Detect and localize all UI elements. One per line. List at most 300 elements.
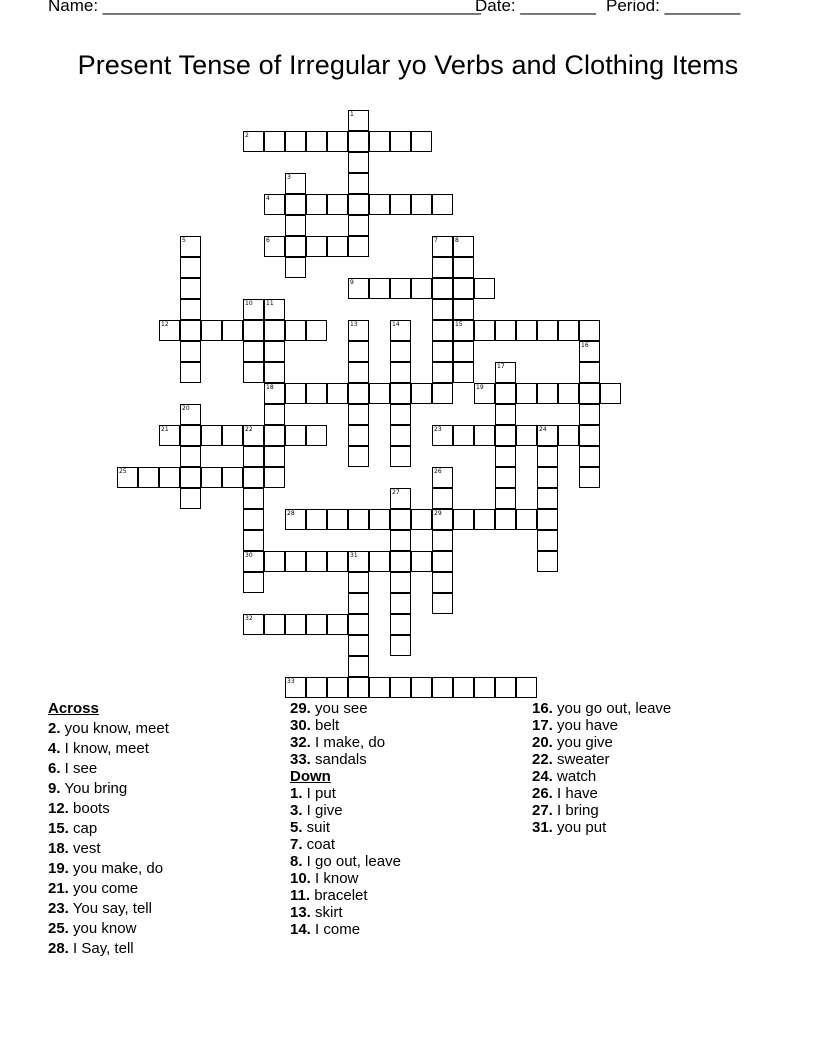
- clue-number-label: 3.: [290, 802, 303, 819]
- clue-number: 3: [287, 174, 291, 181]
- clue-text: sweater: [552, 751, 610, 768]
- clue-text: bracelet: [310, 887, 368, 904]
- clue-number: 33: [287, 678, 295, 685]
- grid-cell[interactable]: [579, 383, 600, 404]
- grid-cell[interactable]: [474, 509, 495, 530]
- grid-cell[interactable]: [369, 383, 390, 404]
- clue-number-label: 13.: [290, 904, 311, 921]
- clue-number: 32: [245, 615, 253, 622]
- grid-cell[interactable]: [432, 320, 453, 341]
- grid-cell[interactable]: [495, 509, 516, 530]
- clue-number-label: 4.: [48, 740, 61, 757]
- grid-cell[interactable]: [264, 425, 285, 446]
- clue-text: skirt: [310, 904, 343, 921]
- page-title: Present Tense of Irregular yo Verbs and Clothing Items: [77, 50, 739, 80]
- grid-cell[interactable]: [348, 635, 369, 656]
- clue-number: 28: [287, 510, 295, 517]
- grid-cell[interactable]: [495, 320, 516, 341]
- grid-cell[interactable]: [453, 362, 474, 383]
- clue-item: [48, 860, 163, 877]
- grid-cell[interactable]: [474, 320, 495, 341]
- grid-cell[interactable]: [453, 236, 474, 257]
- grid-cell[interactable]: [495, 677, 516, 698]
- grid-cell[interactable]: [432, 425, 453, 446]
- grid-cell[interactable]: [579, 320, 600, 341]
- grid-cell[interactable]: [306, 425, 327, 446]
- grid-cell[interactable]: [306, 320, 327, 341]
- clue-number-label: 21.: [48, 880, 69, 897]
- clue-number: 1: [350, 111, 354, 118]
- grid-cell[interactable]: [264, 551, 285, 572]
- grid-cell[interactable]: [390, 551, 411, 572]
- clue-number: 14: [392, 321, 400, 328]
- grid-cell[interactable]: [180, 257, 201, 278]
- clue-number-label: 14.: [290, 921, 311, 938]
- clue-number-label: 32.: [290, 734, 311, 751]
- grid-cell[interactable]: [243, 530, 264, 551]
- date-field[interactable]: Date: ________: [475, 0, 596, 15]
- grid-cell[interactable]: [159, 467, 180, 488]
- grid-cell[interactable]: [348, 614, 369, 635]
- clue-item: [290, 785, 336, 802]
- grid-cell[interactable]: [306, 194, 327, 215]
- grid-cell[interactable]: [369, 551, 390, 572]
- grid-cell[interactable]: [264, 383, 285, 404]
- grid-cell[interactable]: [327, 383, 348, 404]
- clue-item: [48, 920, 136, 937]
- clue-item: [532, 785, 598, 802]
- grid-cell[interactable]: [348, 383, 369, 404]
- grid-cell[interactable]: [516, 425, 537, 446]
- grid-cell[interactable]: [264, 404, 285, 425]
- clue-item: [290, 751, 367, 768]
- grid-cell[interactable]: [285, 131, 306, 152]
- grid-cell[interactable]: [327, 131, 348, 152]
- clue-item: [290, 819, 330, 836]
- grid-cell[interactable]: [264, 236, 285, 257]
- grid-cell[interactable]: [432, 593, 453, 614]
- grid-cell[interactable]: [369, 509, 390, 530]
- grid-cell[interactable]: [579, 467, 600, 488]
- grid-cell[interactable]: [558, 320, 579, 341]
- grid-cell[interactable]: [348, 194, 369, 215]
- clue-text: I put: [302, 785, 336, 802]
- grid-cell[interactable]: [537, 530, 558, 551]
- grid-cell[interactable]: [537, 425, 558, 446]
- grid-cell[interactable]: [432, 257, 453, 278]
- clue-text: I go out, leave: [302, 853, 401, 870]
- clue-number-label: 33.: [290, 751, 311, 768]
- clue-text: you see: [310, 700, 368, 717]
- clue-text: you go out, leave: [552, 700, 672, 717]
- grid-cell[interactable]: [201, 467, 222, 488]
- clue-number: 20: [182, 405, 190, 412]
- grid-cell[interactable]: [453, 341, 474, 362]
- grid-cell[interactable]: [390, 572, 411, 593]
- grid-cell[interactable]: [348, 446, 369, 467]
- clue-number-label: 17.: [532, 717, 553, 734]
- clue-text: I know, meet: [60, 740, 149, 757]
- grid-cell[interactable]: [285, 383, 306, 404]
- grid-cell[interactable]: [453, 509, 474, 530]
- grid-cell[interactable]: [390, 509, 411, 530]
- clue-text: sandals: [310, 751, 367, 768]
- clue-item: [48, 740, 149, 757]
- clue-number: 9: [350, 279, 354, 286]
- grid-cell[interactable]: [600, 383, 621, 404]
- clue-text: you put: [552, 819, 607, 836]
- grid-cell[interactable]: [348, 677, 369, 698]
- grid-cell[interactable]: [495, 362, 516, 383]
- clue-heading: Down: [290, 768, 331, 785]
- clue-item: [532, 717, 618, 734]
- grid-cell[interactable]: [285, 425, 306, 446]
- grid-cell[interactable]: [327, 677, 348, 698]
- grid-cell[interactable]: [390, 194, 411, 215]
- grid-cell[interactable]: [264, 614, 285, 635]
- grid-cell[interactable]: [453, 320, 474, 341]
- clue-number-label: 2.: [48, 720, 61, 737]
- grid-cell[interactable]: [495, 446, 516, 467]
- grid-cell[interactable]: [159, 425, 180, 446]
- clue-number: 29: [434, 510, 442, 517]
- grid-cell[interactable]: [243, 299, 264, 320]
- clue-number-label: 7.: [290, 836, 303, 853]
- clue-item: [48, 820, 97, 837]
- grid-cell[interactable]: [411, 677, 432, 698]
- clue-number: 19: [476, 384, 484, 391]
- grid-cell[interactable]: [243, 488, 264, 509]
- period-field[interactable]: Period: ________: [606, 0, 741, 15]
- grid-cell[interactable]: [243, 425, 264, 446]
- clue-item: [290, 887, 368, 904]
- grid-cell[interactable]: [390, 341, 411, 362]
- clue-text: I give: [302, 802, 343, 819]
- clue-item: [532, 700, 671, 717]
- clue-number-label: 18.: [48, 840, 69, 857]
- grid-cell[interactable]: [432, 362, 453, 383]
- grid-cell[interactable]: [201, 320, 222, 341]
- clue-number-label: 9.: [48, 780, 61, 797]
- grid-cell[interactable]: [453, 425, 474, 446]
- clue-number: 30: [245, 552, 253, 559]
- grid-cell[interactable]: [285, 236, 306, 257]
- grid-cell[interactable]: [285, 215, 306, 236]
- grid-cell[interactable]: [264, 299, 285, 320]
- grid-cell[interactable]: [432, 677, 453, 698]
- grid-cell[interactable]: [411, 509, 432, 530]
- grid-cell[interactable]: [243, 467, 264, 488]
- grid-cell[interactable]: [306, 383, 327, 404]
- grid-cell[interactable]: [495, 467, 516, 488]
- clue-number: 6: [266, 237, 270, 244]
- clue-number-label: 23.: [48, 900, 69, 917]
- grid-cell[interactable]: [579, 404, 600, 425]
- grid-cell[interactable]: [348, 593, 369, 614]
- grid-cell[interactable]: [159, 320, 180, 341]
- clue-item: [48, 880, 138, 897]
- grid-cell[interactable]: [537, 446, 558, 467]
- clue-text: you give: [552, 734, 613, 751]
- clue-item: [290, 700, 368, 717]
- grid-cell[interactable]: [180, 236, 201, 257]
- grid-cell[interactable]: [264, 446, 285, 467]
- grid-cell[interactable]: [285, 677, 306, 698]
- grid-cell[interactable]: [306, 509, 327, 530]
- grid-cell[interactable]: [453, 257, 474, 278]
- clue-number: 15: [455, 321, 463, 328]
- clue-text: you know, meet: [60, 720, 169, 737]
- grid-cell[interactable]: [537, 467, 558, 488]
- grid-cell[interactable]: [579, 446, 600, 467]
- grid-cell[interactable]: [306, 677, 327, 698]
- grid-cell[interactable]: [180, 362, 201, 383]
- clue-number-label: 26.: [532, 785, 553, 802]
- grid-cell[interactable]: [369, 194, 390, 215]
- grid-cell[interactable]: [369, 278, 390, 299]
- grid-cell[interactable]: [516, 677, 537, 698]
- clue-number: 4: [266, 195, 270, 202]
- grid-cell[interactable]: [369, 677, 390, 698]
- grid-cell[interactable]: [180, 467, 201, 488]
- clue-item: [48, 720, 169, 737]
- grid-cell[interactable]: [390, 278, 411, 299]
- grid-cell[interactable]: [390, 677, 411, 698]
- grid-cell[interactable]: [432, 509, 453, 530]
- clue-number-label: 27.: [532, 802, 553, 819]
- grid-cell[interactable]: [558, 425, 579, 446]
- clue-text: vest: [68, 840, 101, 857]
- grid-cell[interactable]: [243, 551, 264, 572]
- grid-cell[interactable]: [432, 341, 453, 362]
- clue-number-label: 8.: [290, 853, 303, 870]
- grid-cell[interactable]: [243, 362, 264, 383]
- grid-cell[interactable]: [222, 425, 243, 446]
- grid-cell[interactable]: [285, 509, 306, 530]
- grid-cell[interactable]: [327, 509, 348, 530]
- clue-number-label: 19.: [48, 860, 69, 877]
- grid-cell[interactable]: [390, 614, 411, 635]
- clue-number: 7: [434, 237, 438, 244]
- grid-cell[interactable]: [327, 614, 348, 635]
- grid-cell[interactable]: [180, 425, 201, 446]
- grid-cell[interactable]: [180, 278, 201, 299]
- grid-cell[interactable]: [243, 320, 264, 341]
- clue-item: [48, 940, 134, 957]
- grid-cell[interactable]: [369, 131, 390, 152]
- clue-number: 31: [350, 552, 358, 559]
- grid-cell[interactable]: [390, 362, 411, 383]
- grid-cell[interactable]: [180, 320, 201, 341]
- grid-cell[interactable]: [264, 467, 285, 488]
- clue-number-label: 31.: [532, 819, 553, 836]
- clue-number-label: 12.: [48, 800, 69, 817]
- grid-cell[interactable]: [285, 551, 306, 572]
- grid-cell[interactable]: [474, 425, 495, 446]
- grid-cell[interactable]: [390, 488, 411, 509]
- grid-cell[interactable]: [432, 551, 453, 572]
- grid-cell[interactable]: [537, 509, 558, 530]
- clue-text: I make, do: [310, 734, 386, 751]
- grid-cell[interactable]: [180, 488, 201, 509]
- grid-cell[interactable]: [537, 383, 558, 404]
- grid-cell[interactable]: [285, 194, 306, 215]
- grid-cell[interactable]: [243, 572, 264, 593]
- grid-cell[interactable]: [306, 551, 327, 572]
- clue-number: 12: [161, 321, 169, 328]
- name-field[interactable]: Name: ________________________________________: [48, 0, 481, 15]
- clue-number: 27: [392, 489, 400, 496]
- grid-cell[interactable]: [285, 173, 306, 194]
- grid-cell[interactable]: [390, 593, 411, 614]
- clue-text: you come: [68, 880, 139, 897]
- grid-cell[interactable]: [264, 362, 285, 383]
- grid-cell[interactable]: [243, 614, 264, 635]
- clue-item: [532, 802, 599, 819]
- clue-text: You say, tell: [68, 900, 152, 917]
- clue-text: I come: [310, 921, 361, 938]
- grid-cell[interactable]: [243, 131, 264, 152]
- grid-cell[interactable]: [348, 278, 369, 299]
- grid-cell[interactable]: [453, 299, 474, 320]
- grid-cell[interactable]: [495, 488, 516, 509]
- grid-cell[interactable]: [348, 110, 369, 131]
- grid-cell[interactable]: [390, 131, 411, 152]
- grid-cell[interactable]: [348, 236, 369, 257]
- grid-cell[interactable]: [453, 278, 474, 299]
- grid-cell[interactable]: [432, 194, 453, 215]
- grid-cell[interactable]: [390, 446, 411, 467]
- grid-cell[interactable]: [579, 362, 600, 383]
- clue-item: [290, 904, 343, 921]
- grid-cell[interactable]: [348, 362, 369, 383]
- grid-cell[interactable]: [432, 236, 453, 257]
- grid-cell[interactable]: [537, 320, 558, 341]
- clue-item: [532, 768, 596, 785]
- grid-cell[interactable]: [264, 341, 285, 362]
- grid-cell[interactable]: [579, 425, 600, 446]
- grid-cell[interactable]: [537, 551, 558, 572]
- grid-cell[interactable]: [138, 467, 159, 488]
- grid-cell[interactable]: [327, 551, 348, 572]
- grid-cell[interactable]: [243, 509, 264, 530]
- grid-cell[interactable]: [411, 278, 432, 299]
- grid-cell[interactable]: [579, 341, 600, 362]
- grid-cell[interactable]: [264, 131, 285, 152]
- grid-cell[interactable]: [180, 446, 201, 467]
- grid-cell[interactable]: [411, 194, 432, 215]
- grid-cell[interactable]: [243, 446, 264, 467]
- grid-cell[interactable]: [432, 383, 453, 404]
- grid-cell[interactable]: [348, 656, 369, 677]
- grid-cell[interactable]: [348, 425, 369, 446]
- grid-cell[interactable]: [516, 383, 537, 404]
- grid-cell[interactable]: [390, 404, 411, 425]
- grid-cell[interactable]: [285, 614, 306, 635]
- grid-cell[interactable]: [390, 425, 411, 446]
- clue-number: 2: [245, 132, 249, 139]
- grid-cell[interactable]: [348, 173, 369, 194]
- grid-cell[interactable]: [306, 131, 327, 152]
- grid-cell[interactable]: [348, 152, 369, 173]
- grid-cell[interactable]: [201, 425, 222, 446]
- grid-cell[interactable]: [222, 467, 243, 488]
- grid-cell[interactable]: [495, 425, 516, 446]
- clue-number: 18: [266, 384, 274, 391]
- grid-cell[interactable]: [495, 383, 516, 404]
- grid-cell[interactable]: [432, 299, 453, 320]
- grid-cell[interactable]: [348, 341, 369, 362]
- grid-cell[interactable]: [432, 572, 453, 593]
- grid-cell[interactable]: [180, 404, 201, 425]
- grid-cell[interactable]: [264, 194, 285, 215]
- clue-item: [532, 734, 613, 751]
- grid-cell[interactable]: [180, 299, 201, 320]
- grid-cell[interactable]: [390, 320, 411, 341]
- clue-number: 21: [161, 426, 169, 433]
- grid-cell[interactable]: [453, 677, 474, 698]
- grid-cell[interactable]: [348, 509, 369, 530]
- grid-cell[interactable]: [222, 320, 243, 341]
- clue-item: [48, 840, 101, 857]
- grid-cell[interactable]: [432, 488, 453, 509]
- grid-cell[interactable]: [474, 677, 495, 698]
- grid-cell[interactable]: [390, 383, 411, 404]
- grid-cell[interactable]: [432, 278, 453, 299]
- grid-cell[interactable]: [348, 215, 369, 236]
- grid-cell[interactable]: [348, 131, 369, 152]
- grid-cell[interactable]: [411, 131, 432, 152]
- grid-cell[interactable]: [285, 257, 306, 278]
- grid-cell[interactable]: [117, 467, 138, 488]
- grid-cell[interactable]: [411, 551, 432, 572]
- grid-cell[interactable]: [348, 320, 369, 341]
- grid-cell[interactable]: [348, 572, 369, 593]
- grid-cell[interactable]: [495, 404, 516, 425]
- grid-cell[interactable]: [348, 404, 369, 425]
- grid-cell[interactable]: [474, 278, 495, 299]
- grid-cell[interactable]: [285, 320, 306, 341]
- grid-cell[interactable]: [516, 320, 537, 341]
- grid-cell[interactable]: [411, 383, 432, 404]
- grid-cell[interactable]: [327, 236, 348, 257]
- grid-cell[interactable]: [180, 341, 201, 362]
- grid-cell[interactable]: [474, 383, 495, 404]
- clue-number-label: 24.: [532, 768, 553, 785]
- clue-item: [290, 921, 360, 938]
- grid-cell[interactable]: [348, 551, 369, 572]
- grid-cell[interactable]: [390, 530, 411, 551]
- grid-cell[interactable]: [243, 341, 264, 362]
- grid-cell[interactable]: [327, 194, 348, 215]
- grid-cell[interactable]: [432, 467, 453, 488]
- grid-cell[interactable]: [432, 530, 453, 551]
- clue-item: [290, 802, 343, 819]
- clue-number-label: 5.: [290, 819, 303, 836]
- grid-cell[interactable]: [558, 383, 579, 404]
- grid-cell[interactable]: [306, 236, 327, 257]
- grid-cell[interactable]: [390, 635, 411, 656]
- grid-cell[interactable]: [516, 509, 537, 530]
- clue-text: suit: [302, 819, 331, 836]
- clue-number: 24: [539, 426, 547, 433]
- grid-cell[interactable]: [537, 488, 558, 509]
- clue-item: [532, 819, 606, 836]
- clue-number-label: 1.: [290, 785, 303, 802]
- clue-number-label: 15.: [48, 820, 69, 837]
- grid-cell[interactable]: [264, 320, 285, 341]
- grid-cell[interactable]: [306, 614, 327, 635]
